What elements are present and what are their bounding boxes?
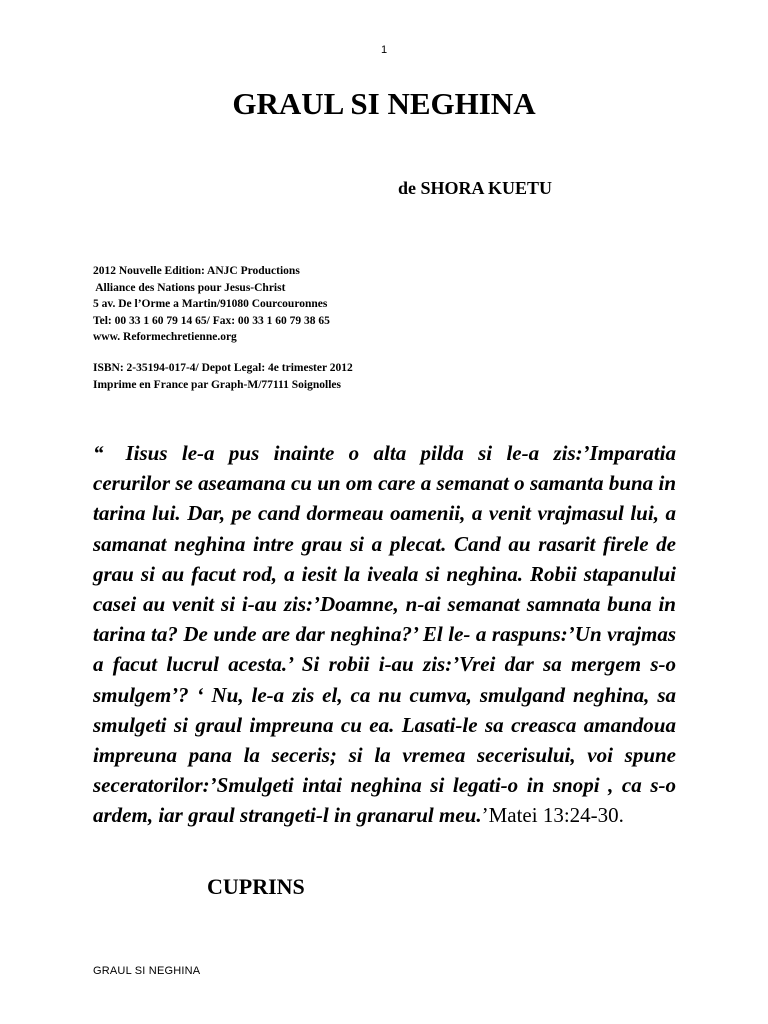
page-number: 1 [380, 44, 388, 56]
quote-reference: ’Matei 13:24-30. [481, 803, 624, 828]
publisher-line: www. Reformechretienne.org [93, 331, 237, 343]
scripture-quote [93, 438, 676, 831]
publisher-line: 2012 Nouvelle Edition: ANJC Productions [93, 265, 300, 277]
isbn-line: ISBN: 2-35194-017-4/ Depot Legal: 4e trimester 2012 [93, 362, 353, 374]
publisher-block [93, 263, 330, 346]
isbn-block [93, 360, 353, 393]
publisher-line: 5 av. De l’Orme a Martin/91080 Courcouronnes [93, 298, 328, 310]
document-title: GRAUL SI NEGHINA [232, 86, 536, 121]
quote-text: Iisus le-a pus inainte o alta pilda si le-a zis:’Imparatia cerurilor se aseamana cu un om care a semanat o samanta buna in tarina lui. Dar, pe cand dormeau oamenii, a venit vrajmasul lui, a samanat neghina intre grau si a plecat. Cand au rasarit firele de grau si au facut rod, a iesit la iveala si neghina. Robii stapanului casei au venit si i-au zis:’Doamne, n-ai semanat samnata buna in tarina ta? De unde are dar neghina?’ El le- a raspuns:’Un vrajmas a facut lucrul acesta.’ Si robii i-au zis:’Vrei dar sa mergem s-o smulgem’? ‘ Nu, le-a zis el, ca nu cumva, smulgand neghina, sa smulgeti si graul impreuna cu ea. Lasati-le sa creasca amandoua impreuna pana la seceris; si la vremea secerisului, voi spune seceratorilor:’Smulgeti intai neghina si legati-o in snopi , ca s-o ardem, iar graul strangeti-l in granarul meu. [93, 441, 676, 828]
author-line: de SHORA KUETU [398, 178, 553, 198]
quote-open-mark: “ [93, 441, 104, 465]
page-footer: GRAUL SI NEGHINA [93, 965, 201, 977]
printer-line: Imprime en France par Graph-M/77111 Soignolles [93, 378, 341, 391]
publisher-line: Alliance des Nations pour Jesus-Christ [93, 281, 286, 294]
publisher-line: Tel: 00 33 1 60 79 14 65/ Fax: 00 33 1 60 79 38 65 [93, 314, 330, 327]
contents-heading: CUPRINS [207, 874, 305, 899]
